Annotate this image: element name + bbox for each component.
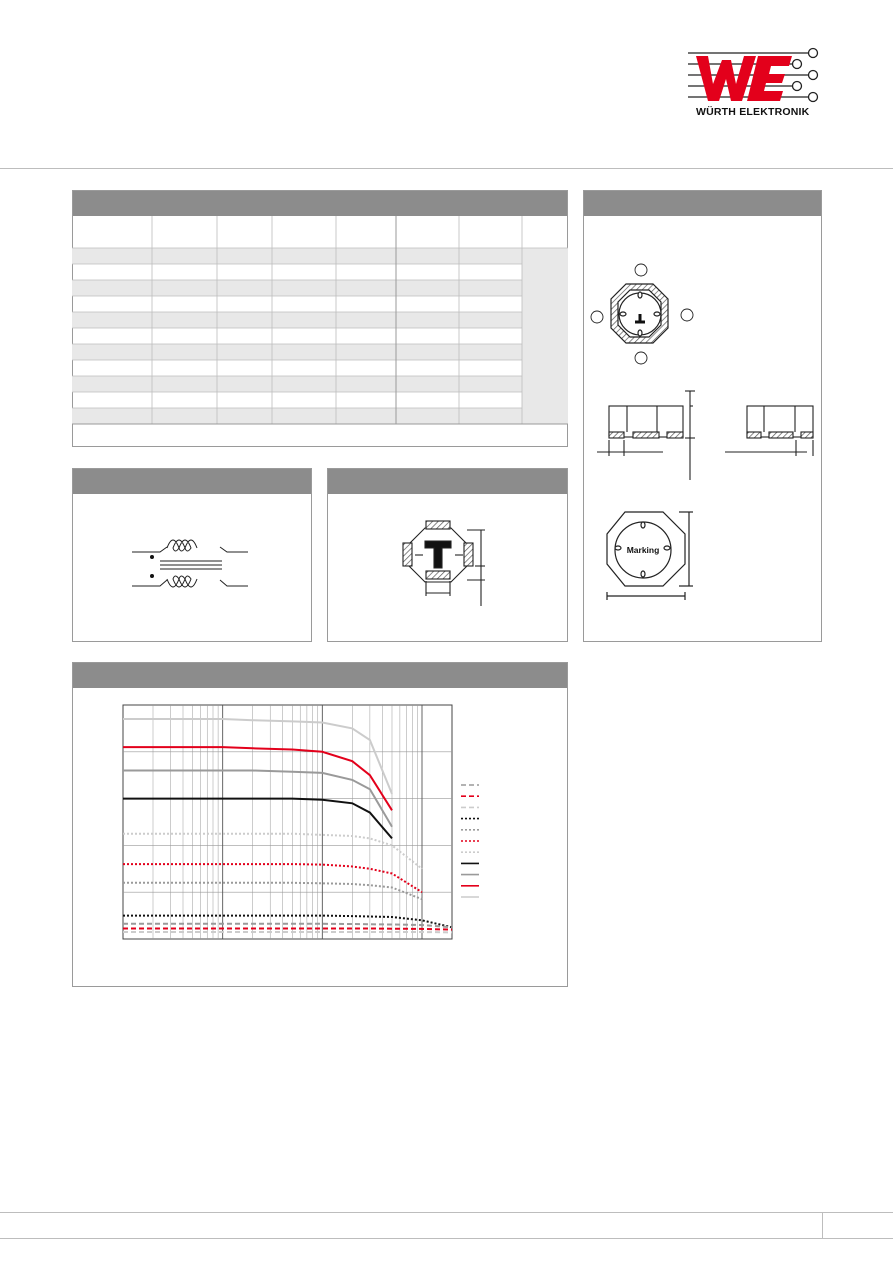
header-divider (0, 168, 893, 169)
inductance-vs-current-chart (72, 662, 568, 987)
top-view-drawing (583, 190, 822, 642)
land-pattern-drawing (327, 468, 568, 642)
footer-page-box (822, 1212, 823, 1238)
company-logo (680, 44, 825, 119)
polarity-dot-icon (150, 574, 154, 578)
footer-bottom-line (0, 1238, 893, 1239)
properties-panel (72, 190, 568, 447)
plot-area (123, 705, 452, 939)
side-view-1 (597, 391, 695, 480)
table-row (72, 248, 522, 264)
land-pattern-panel (327, 468, 568, 642)
top-view-octagon (611, 284, 668, 343)
footer-top-line (0, 1212, 893, 1213)
table-merged-cell (522, 248, 568, 424)
brand-name: WÜRTH ELEKTRONIK (696, 106, 810, 118)
schematic-panel (72, 468, 312, 642)
marking-label: Marking (626, 545, 660, 555)
table-row (72, 376, 522, 392)
marking-view (607, 512, 693, 600)
table-row (72, 344, 522, 360)
schematic-drawing (72, 468, 312, 642)
table-row (72, 280, 522, 296)
table-row (72, 312, 522, 328)
dimensions-panel (583, 190, 822, 642)
properties-table (72, 190, 568, 447)
side-view-2 (725, 406, 813, 456)
polarity-dot-icon (150, 555, 154, 559)
chart-panel (72, 662, 568, 987)
table-row (72, 408, 522, 424)
